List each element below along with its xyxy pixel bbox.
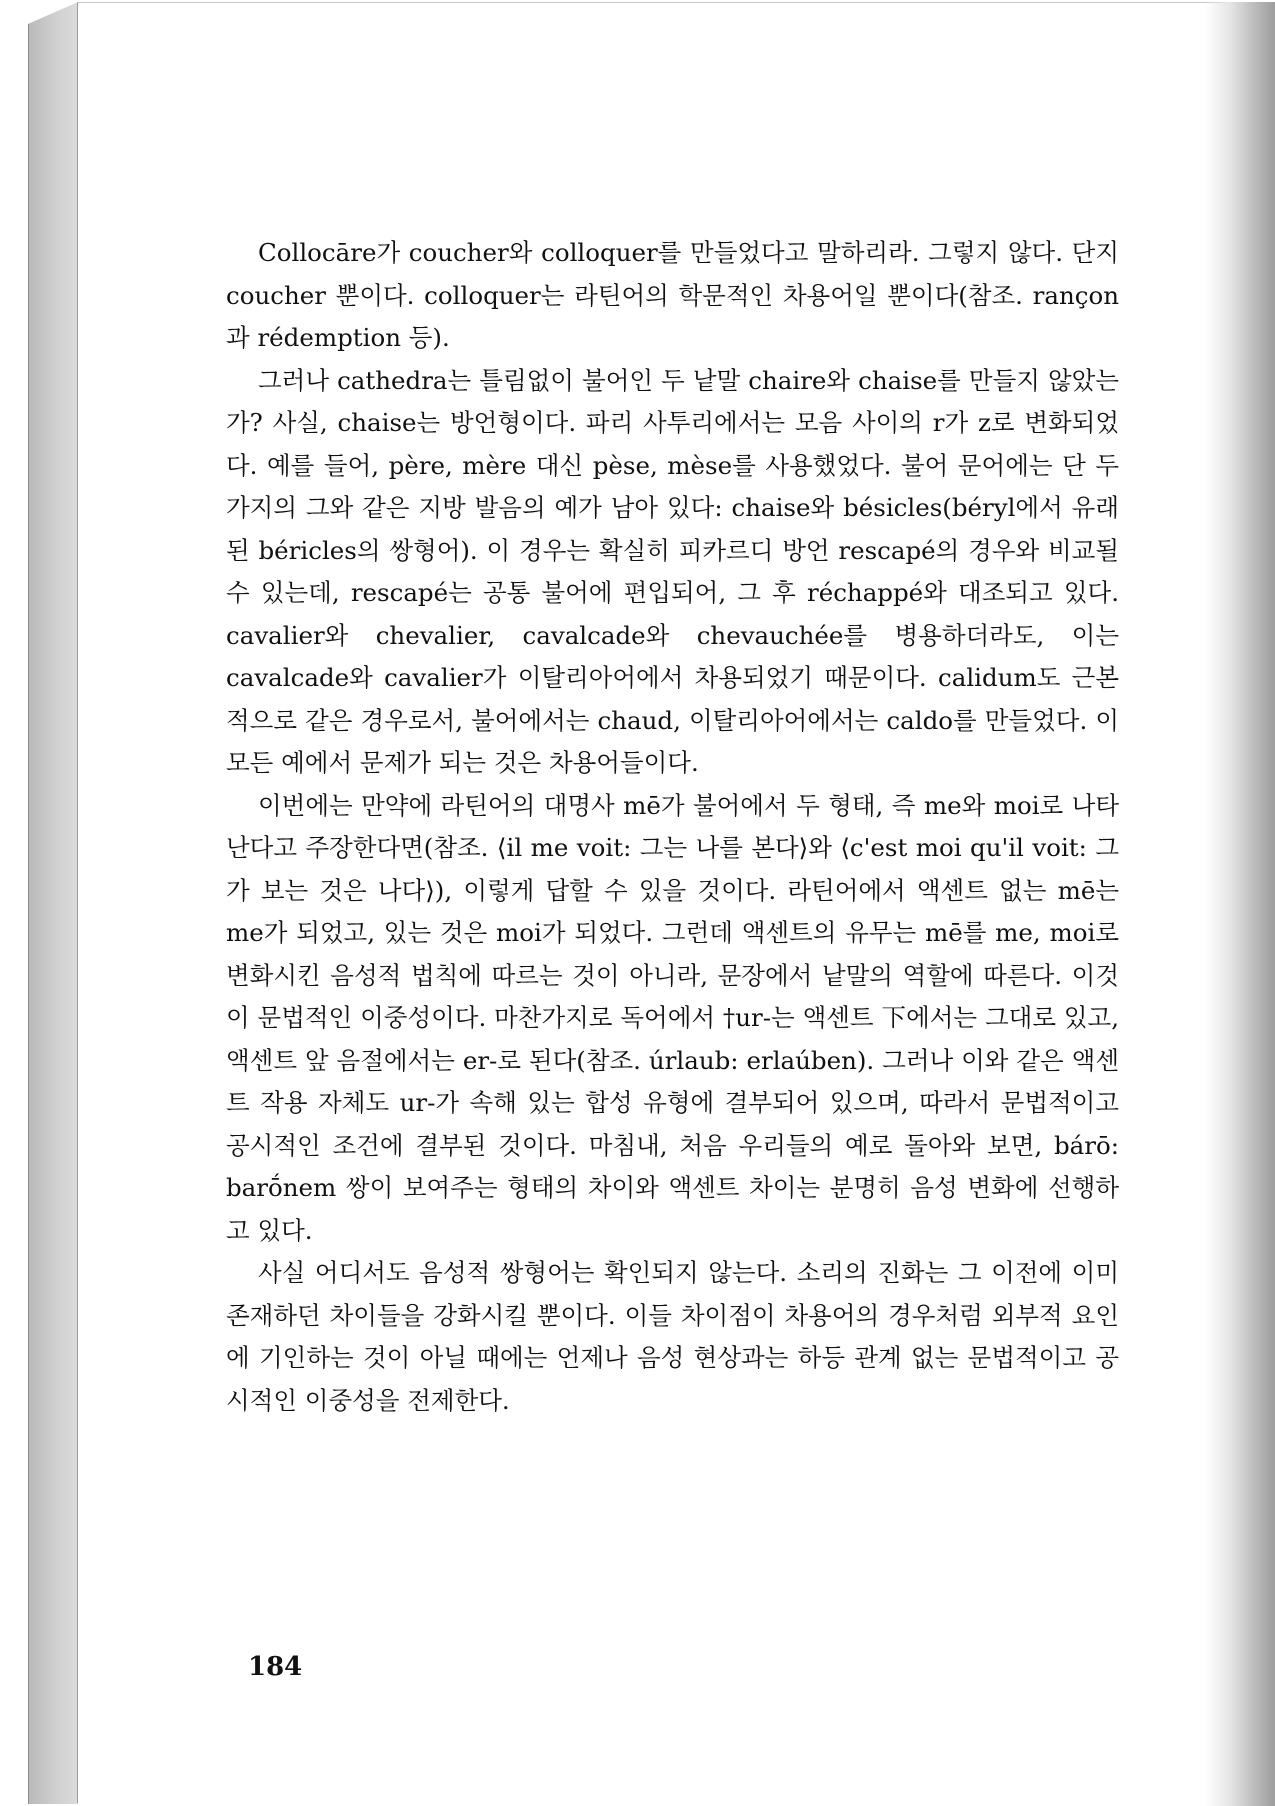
page-edge-shadow (1205, 2, 1275, 1806)
paragraph-2: 그러나 cathedra는 틀림없이 불어인 두 낱말 chaire와 chaise를 만들지 않았는가? 사실, chaise는 방언형이다. 파리 사투리에서는 모음 사이의 r가 z로 변화되었다. 예를 들어, père, mère 대신 pèse, mèse를 사용했었다. 불어 문어에는 단 두 가지의 그와 같은 지방 발음의 예가 남아 있다: chaise와 bésicles(béryl에서 유래된 béricles의 쌍형어). 이 경우는 확실히 피카르디 방언 rescapé의 경우와 비교될 수 있는데, rescapé는 공통 불어에 편입되어, 그 후 réchappé와 대조되고 있다. cavalier와 chevalier, cavalcade와 chevauchée를 병용하더라도, 이는 cavalcade와 cavalier가 이탈리아어에서 차용되었기 때문이다. calidum도 근본적으로 같은 경우로서, 불어에서는 chaud, 이탈리아어에서는 caldo를 만들었다. 이 모든 예에서 문제가 되는 것은 차용어들이다. (226, 365, 1119, 777)
spine-edge-line (28, 24, 29, 1804)
paragraph-1: Collocāre가 coucher와 colloquer를 만들었다고 말하리라. 그렇지 않다. 단지 coucher 뿐이다. colloquer는 라틴어의 학문적인 차용어일 뿐이다(참조. rançon과 rédemption 등). (226, 238, 1119, 352)
paragraph-3: 이번에는 만약에 라틴어의 대명사 mē가 불어에서 두 형태, 즉 me와 moi로 나타난다고 주장한다면(참조. ⟨il me voit: 그는 나를 본다⟩와 ⟨c'est moi qu'il voit: 그가 보는 것은 나다⟩), 이렇게 답할 수 있을 것이다. 라틴어에서 액센트 없는 mē는 me가 되었고, 있는 것은 moi가 되었다. 그런데 액센트의 유무는 mē를 me, moi로 변화시킨 음성적 법칙에 따르는 것이 아니라, 문장에서 낱말의 역할에 따른다. 이것이 문법적인 이중성이다. 마찬가지로 독어에서 †ur-는 액센트 下에서는 그대로 있고, 액센트 앞 음절에서는 er-로 된다(참조. úrlaub: erlaúben). 그러나 이와 같은 액센트 작용 자체도 ur-가 속해 있는 합성 유형에 결부되어 있으며, 따라서 문법적이고 공시적인 조건에 결부된 것이다. 마침내, 처음 우리들의 예로 돌아와 보면, bárō: barṓnem 쌍이 보여주는 형태의 차이와 액센트 차이는 분명히 음성 변화에 선행하고 있다. (226, 790, 1119, 1245)
page-number: 184 (248, 1652, 303, 1682)
paragraph-4: 사실 어디서도 음성적 쌍형어는 확인되지 않는다. 소리의 진화는 그 이전에 이미 존재하던 차이들을 강화시킬 뿐이다. 이들 차이점이 차용어의 경우처럼 외부적 요인에 기인하는 것이 아닐 때에는 언제나 음성 현상과는 하등 관계 없는 문법적이고 공시적인 이중성을 전제한다. (226, 1258, 1119, 1415)
body-text (226, 232, 1119, 1422)
book-spine (28, 2, 78, 1804)
